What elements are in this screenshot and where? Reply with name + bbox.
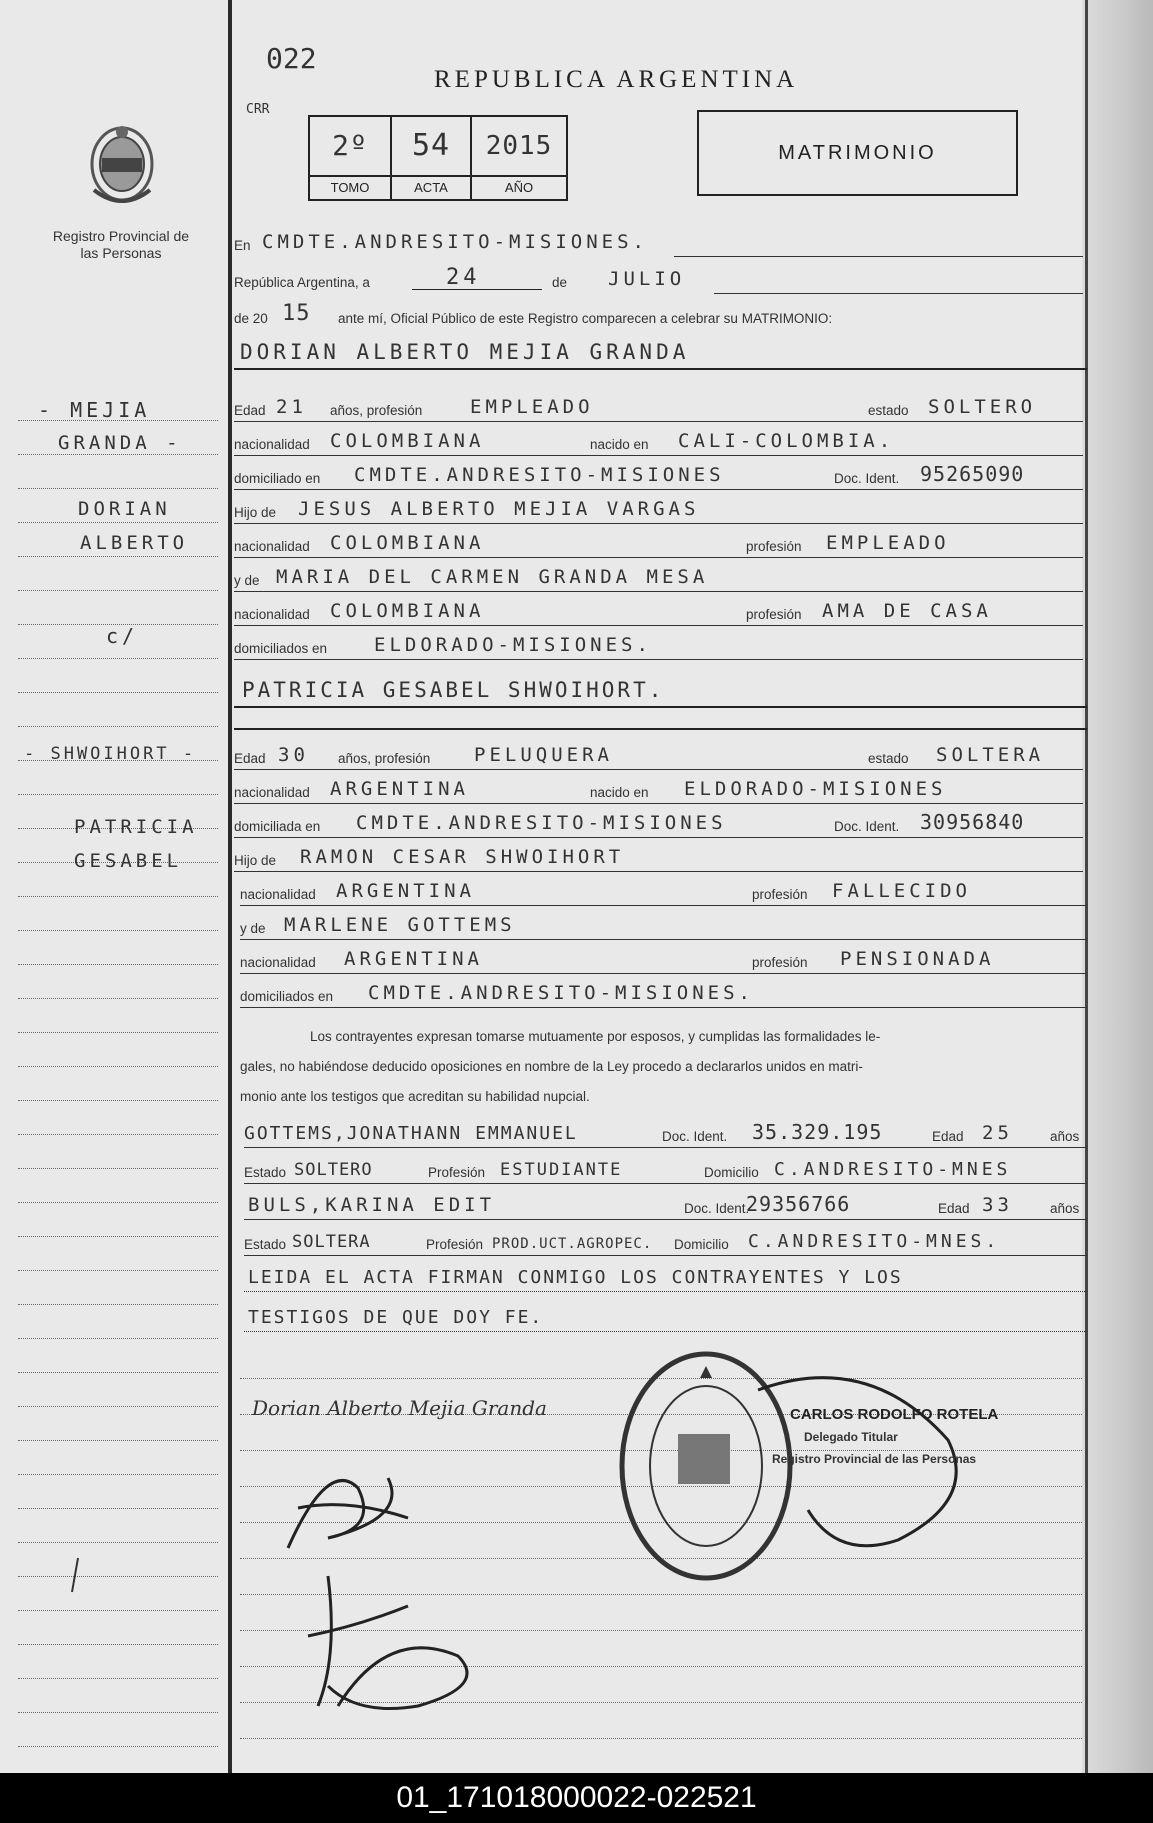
margin-rule [18, 930, 218, 931]
estado-label: Estado [244, 1237, 287, 1252]
nacido-label: nacido en [590, 785, 649, 800]
margin-rule [18, 454, 218, 455]
tomo-acta-table [308, 115, 568, 201]
official-org: Registro Provincial de las Personas [772, 1452, 977, 1466]
groom-nat-row [234, 424, 1083, 456]
witness-2-row [244, 1188, 1087, 1220]
margin-rule [18, 1304, 218, 1305]
margin-rule [18, 1644, 218, 1645]
groom-signature-icon [268, 1448, 418, 1568]
closing-row-1 [244, 1260, 1087, 1292]
edad-label: Edad [234, 403, 266, 418]
groom-written-name: Dorian Alberto Mejia Granda [252, 1396, 547, 1420]
margin-rule [18, 1338, 218, 1339]
margin-rule [18, 556, 218, 557]
margin-bride-given-2: GESABEL [74, 850, 183, 872]
profesion-label: profesión [746, 539, 802, 554]
bride-signature-icon [298, 1566, 498, 1726]
official-title: Delegado Titular [804, 1430, 898, 1444]
anos-label: años, profesión [338, 751, 431, 766]
witness-1-name: GOTTEMS,JONATHANN EMMANUEL [244, 1123, 578, 1144]
bride-mother-nationality: ARGENTINA [344, 948, 483, 970]
margin-rule [18, 726, 218, 727]
act-type-box: MATRIMONIO [697, 110, 1018, 196]
scan-caption: 01_171018000022-022521 [0, 1773, 1153, 1823]
margin-rule [18, 1678, 218, 1679]
declaration-text [240, 1022, 1082, 1112]
witness-1-status: SOLTERO [294, 1160, 373, 1180]
month-value: JULIO [608, 268, 686, 290]
profesion-label: profesión [752, 955, 808, 970]
margin-rule [18, 1236, 218, 1237]
tomo-value: 2º [332, 129, 368, 162]
nacionalidad-label: nacionalidad [234, 607, 310, 622]
anio-cell [472, 117, 566, 175]
groom-father: JESUS ALBERTO MEJIA VARGAS [298, 498, 700, 520]
margin-rule [18, 1372, 218, 1373]
groom-doc: 95265090 [920, 462, 1025, 486]
signature-rule [240, 1738, 1082, 1739]
margin-rule [18, 522, 218, 523]
bride-father-nat-row [240, 874, 1087, 906]
hijo-label: Hijo de [234, 505, 277, 520]
nacionalidad-label: nacionalidad [234, 437, 310, 452]
margin-rule [18, 1440, 218, 1441]
margin-bride-given-1: PATRICIA [74, 816, 198, 838]
page-edge [1082, 0, 1153, 1773]
margin-groom-given-1: DORIAN [78, 498, 171, 520]
margin-rule [18, 1270, 218, 1271]
margin-rule [18, 692, 218, 693]
official-name: CARLOS RODOLFO ROTELA [790, 1406, 999, 1423]
groom-dom-row [234, 458, 1083, 490]
anio-value: 2015 [485, 131, 553, 161]
margin-rule [18, 1100, 218, 1101]
domiciliados-label: domiciliados en [240, 989, 334, 1004]
edad-label: Edad [938, 1201, 970, 1216]
anio-label: AÑO [472, 175, 566, 199]
anos-label: años, profesión [330, 403, 423, 418]
acta-value: 54 [411, 128, 451, 163]
bride-nationality: ARGENTINA [330, 778, 469, 800]
hijo-label: Hijo de [234, 853, 277, 868]
bride-father-profession: FALLECIDO [832, 880, 971, 902]
groom-age-row [234, 390, 1083, 422]
yde-label: y de [234, 573, 260, 588]
domiciliados-label: domiciliados en [234, 641, 328, 656]
estado-label: Estado [244, 1165, 287, 1180]
place-value: CMDTE.ANDRESITO-MISIONES. [262, 231, 648, 253]
bride-doc: 30956840 [920, 810, 1025, 834]
margin-rule [18, 794, 218, 795]
witness-2-address: C.ANDRESITO-MNES. [748, 1231, 1001, 1252]
profesion-label: Profesión [426, 1237, 484, 1252]
witness-2-details [244, 1224, 1087, 1256]
nacionalidad-label: nacionalidad [240, 887, 316, 902]
bride-address: CMDTE.ANDRESITO-MISIONES [356, 812, 727, 834]
margin-groom-given-2: ALBERTO [80, 532, 189, 554]
witness-1-details [244, 1152, 1087, 1184]
margin-rule [18, 1610, 218, 1611]
margin-rule [18, 1712, 218, 1713]
folio-note: CRR [246, 102, 270, 117]
nacionalidad-label: nacionalidad [234, 539, 310, 554]
en-label: En [234, 238, 251, 253]
margin-rule [18, 488, 218, 489]
nacido-label: nacido en [590, 437, 649, 452]
doc-label: Doc. Ident. [662, 1129, 728, 1144]
margin-rule [18, 1508, 218, 1509]
margin-rule [18, 1066, 218, 1067]
margin-bride-surname: - SHWOIHORT - [24, 744, 197, 764]
groom-mother-profession: AMA DE CASA [822, 600, 992, 622]
declaration-line-1: Los contrayentes expresan tomarse mutuamente por esposos, y cumplidas las formalidades le- [310, 1029, 881, 1044]
margin-rule [18, 1474, 218, 1475]
bride-parents-dom-row [240, 976, 1087, 1008]
bride-age: 30 [278, 744, 309, 766]
profesion-label: Profesión [428, 1165, 486, 1180]
margin-rule [18, 1576, 218, 1577]
groom-name: DORIAN ALBERTO MEJIA GRANDA [240, 340, 690, 364]
date-row [234, 262, 1083, 294]
bride-status: SOLTERA [936, 744, 1045, 766]
margin-rule [18, 1406, 218, 1407]
bride-mother-row [240, 908, 1087, 940]
bride-parents-address: CMDTE.ANDRESITO-MISIONES. [368, 982, 754, 1004]
acta-label: ACTA [392, 175, 472, 199]
bride-father-nationality: ARGENTINA [336, 880, 475, 902]
bride-dom-row [234, 806, 1083, 838]
groom-mother: MARIA DEL CARMEN GRANDA MESA [276, 566, 709, 588]
witness-1-age: 25 [982, 1122, 1013, 1144]
year-suffix: 15 [282, 301, 311, 326]
acta-cell [392, 117, 472, 175]
groom-father-nat-row [234, 526, 1083, 558]
witness-2-age: 33 [982, 1194, 1013, 1216]
margin-groom-surname-1: - MEJIA [38, 398, 151, 422]
groom-mother-nat-row [234, 594, 1083, 626]
witness-2-name: BULS,KARINA EDIT [248, 1194, 496, 1216]
bride-father: RAMON CESAR SHWOIHORT [300, 846, 625, 868]
witness-2-doc: 29356766 [746, 1192, 851, 1216]
groom-address: CMDTE.ANDRESITO-MISIONES [354, 464, 725, 486]
witness-1-doc: 35.329.195 [752, 1120, 883, 1144]
groom-father-nationality: COLOMBIANA [330, 532, 485, 554]
margin-rule [18, 998, 218, 999]
bride-mother: MARLENE GOTTEMS [284, 914, 516, 936]
groom-nationality: COLOMBIANA [330, 430, 485, 452]
margin-rule [18, 964, 218, 965]
tomo-cell [310, 117, 392, 175]
doc-label: Doc. Ident. [834, 819, 900, 834]
doc-label: Doc. Ident. [834, 471, 900, 486]
folio-number: 022 [266, 42, 317, 75]
declaration-line-3: monio ante los testigos que acreditan su habilidad nupcial. [240, 1089, 590, 1104]
anos-label: años [1050, 1201, 1080, 1216]
groom-name-line [234, 368, 1087, 370]
margin-rule [18, 1134, 218, 1135]
groom-profession: EMPLEADO [470, 396, 594, 418]
bride-age-row [234, 738, 1083, 770]
margin-rule [18, 1542, 218, 1543]
groom-status: SOLTERO [928, 396, 1037, 418]
nacionalidad-label: nacionalidad [240, 955, 316, 970]
margin-rule [18, 590, 218, 591]
witness-1-address: C.ANDRESITO-MNES [774, 1159, 1012, 1180]
bride-profession: PELUQUERA [474, 744, 613, 766]
witness-2-profession: PROD.UCT.AGROPEC. [492, 1236, 653, 1252]
closing-row-2 [244, 1300, 1087, 1332]
domicilio-label: Domicilio [674, 1237, 729, 1252]
closing-line-2: TESTIGOS DE QUE DOY FE. [248, 1307, 544, 1328]
margin-mark-icon [66, 1556, 86, 1596]
edad-label: Edad [234, 751, 266, 766]
bride-mother-nat-row [240, 942, 1087, 974]
groom-parents-dom-row [234, 628, 1083, 660]
rep-label: República Argentina, a [234, 275, 370, 290]
year-row [234, 298, 1087, 330]
place-row [234, 225, 1083, 257]
groom-father-profession: EMPLEADO [826, 532, 950, 554]
groom-father-row [234, 492, 1083, 524]
groom-age: 21 [276, 396, 307, 418]
margin-rule [18, 1168, 218, 1169]
domiciliado-label: domiciliado en [234, 471, 321, 486]
estado-label: estado [868, 751, 909, 766]
anos-label: años [1050, 1129, 1080, 1144]
bride-father-row [234, 840, 1083, 872]
profesion-label: profesión [746, 607, 802, 622]
bride-birthplace: ELDORADO-MISIONES [684, 778, 947, 800]
margin-rule [18, 896, 218, 897]
bride-nat-row [234, 772, 1083, 804]
edad-label: Edad [932, 1129, 964, 1144]
de-label: de [552, 275, 568, 290]
statement: ante mí, Oficial Público de este Registro comparecen a celebrar su MATRIMONIO: [338, 311, 833, 326]
closing-line-1: LEIDA EL ACTA FIRMAN CONMIGO LOS CONTRAYENTES Y LOS [248, 1267, 903, 1288]
witness-1-row [244, 1116, 1087, 1148]
witness-2-status: SOLTERA [292, 1232, 371, 1252]
country-title: REPUBLICA ARGENTINA [434, 66, 799, 93]
estado-label: estado [868, 403, 909, 418]
witness-1-profession: ESTUDIANTE [500, 1160, 623, 1180]
bride-mother-profession: PENSIONADA [840, 948, 995, 970]
groom-mother-nationality: COLOMBIANA [330, 600, 485, 622]
misiones-crest-icon [84, 120, 160, 216]
groom-birthplace: CALI-COLOMBIA. [678, 430, 895, 452]
bride-name: PATRICIA GESABEL SHWOIHORT. [242, 678, 665, 702]
margin-divider [228, 0, 232, 1773]
margin-rule [18, 658, 218, 659]
profesion-label: profesión [752, 887, 808, 902]
margin-groom-surname-2: GRANDA - [58, 432, 182, 454]
groom-mother-row [234, 560, 1083, 592]
doc-label: Doc. Ident. [684, 1201, 750, 1216]
domiciliada-label: domiciliada en [234, 819, 321, 834]
bride-name-line [234, 706, 1087, 708]
margin-conj: c/ [106, 624, 139, 648]
domicilio-label: Domicilio [704, 1165, 759, 1180]
declaration-line-2: gales, no habiéndose deducido oposiciones en nombre de la Ley procedo a declararlos unidos en matri- [240, 1059, 863, 1074]
year-prefix: de 20 [234, 311, 268, 326]
margin-rule [18, 1746, 218, 1747]
yde-label: y de [240, 921, 266, 936]
tomo-label: TOMO [310, 175, 392, 199]
day-value: 24 [446, 265, 481, 290]
nacionalidad-label: nacionalidad [234, 785, 310, 800]
margin-rule [18, 1032, 218, 1033]
bride-separator [234, 728, 1087, 730]
registry-name: Registro Provincial de las Personas [52, 228, 190, 261]
groom-parents-address: ELDORADO-MISIONES. [374, 634, 652, 656]
margin-rule [18, 1202, 218, 1203]
